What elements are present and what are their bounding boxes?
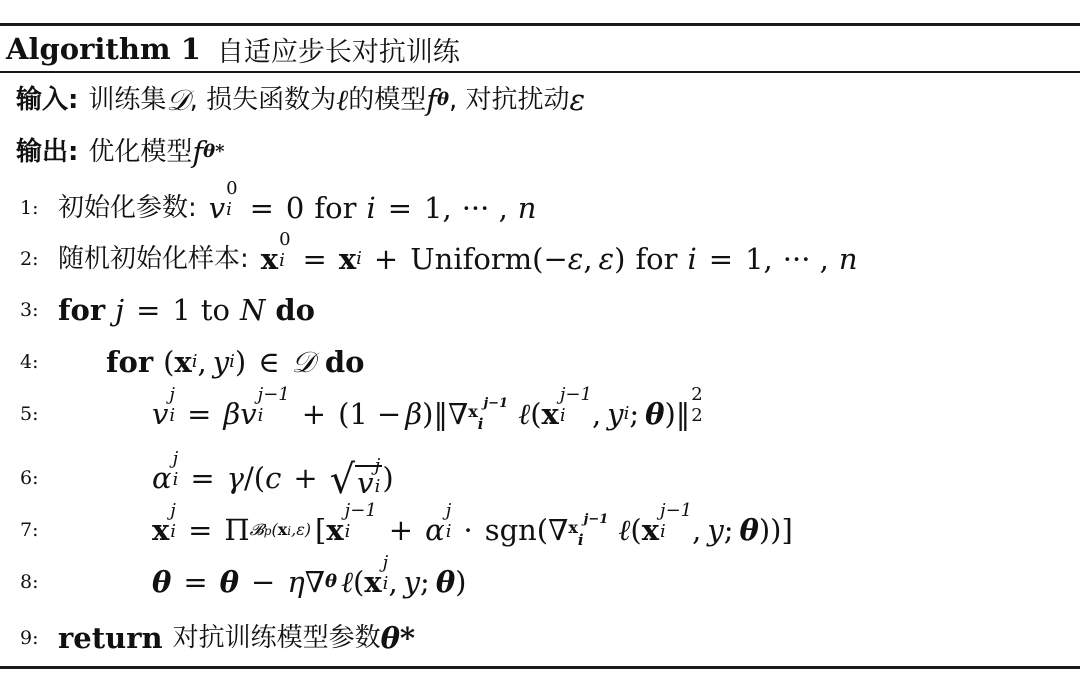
- output-model-symbol: f: [192, 134, 204, 169]
- for-keyword: for: [106, 344, 154, 379]
- input-label: 输入:: [16, 85, 79, 115]
- for-keyword: for: [58, 292, 106, 327]
- line-number: 4:: [20, 350, 39, 373]
- line-number: 5:: [20, 402, 39, 425]
- input-text-1: 训练集: [88, 85, 167, 115]
- algorithm-label: Algorithm 1: [6, 32, 201, 66]
- do-keyword: do: [324, 344, 365, 379]
- return-text: 对抗训练模型参数: [172, 623, 381, 653]
- line-number: 7:: [20, 518, 39, 541]
- step-1: 1: 初始化参数: v 0 i = 0 for i = 1, ··· , n: [20, 178, 537, 225]
- algorithm-name: 自适应步长对抗训练: [216, 36, 460, 68]
- bottom-rule: [0, 666, 1080, 669]
- line-number: 8:: [20, 570, 39, 593]
- step-3: 3: for j = 1 to N do: [20, 292, 315, 327]
- input-text-4: , 对抗扰动: [448, 85, 570, 115]
- step-8: 8: θ = θ − η ∇ θ ℓ ( x j i , y ; θ ): [20, 552, 467, 599]
- line-number: 9:: [20, 626, 39, 649]
- algorithm-title: [6, 28, 460, 70]
- line-number: 3:: [20, 298, 39, 321]
- step-7: 7: x j i = Π 𝓑p(xi,ε) [ x j−1 i + α j i · sgn(∇ $xi^{j-1}$ ℓ ( x j−1 i , y ; θ ))]: [20, 500, 793, 549]
- return-keyword: return: [58, 620, 163, 655]
- sqrt-symbol: √ v j i: [329, 455, 381, 503]
- line-number: 6:: [20, 466, 39, 489]
- theta-star-symbol: θ*: [380, 620, 416, 655]
- output-line: 输出: 优化模型 f θ*: [16, 134, 225, 169]
- output-text-1: 优化模型: [88, 137, 193, 167]
- step-2-label: 随机初始化样本:: [58, 244, 249, 274]
- model-symbol: f: [426, 82, 437, 117]
- dataset-symbol: 𝒟: [166, 82, 190, 117]
- step-6: 6: α j i = γ /( c + √ v j i ): [20, 448, 394, 503]
- top-rule: [0, 23, 1080, 26]
- loss-symbol: ℓ: [336, 82, 349, 117]
- step-1-label: 初始化参数:: [58, 193, 197, 223]
- output-label: 输出:: [16, 137, 79, 167]
- input-line: 输入: 训练集 𝒟 , 损失函数为 ℓ 的模型 f θ , 对抗扰动 ε: [16, 82, 586, 117]
- step-5: 5: v j i = βv j−1 i + (1 − β )‖∇ $xi^{j-1}$ ℓ ( x j−1 i , y i ; θ )‖ 2 2: [20, 384, 703, 433]
- v-symbol: v: [208, 190, 226, 225]
- eps-symbol: ε: [569, 82, 586, 117]
- do-keyword: do: [275, 292, 315, 327]
- input-text-2: , 损失函数为: [189, 85, 337, 115]
- step-9: [0, 614, 1080, 662]
- mid-rule: [0, 71, 1080, 73]
- step-4: 4: for ( x i , y i ) ∈ 𝒟 do: [20, 344, 365, 379]
- line-number: 1:: [20, 196, 39, 219]
- input-text-3: 的模型: [348, 85, 427, 115]
- line-number: 2:: [20, 247, 39, 270]
- step-2: 2: 随机初始化样本: x 0 i = x i + Uniform(− ε , ε ) for i = 1, ··· , n: [20, 229, 858, 276]
